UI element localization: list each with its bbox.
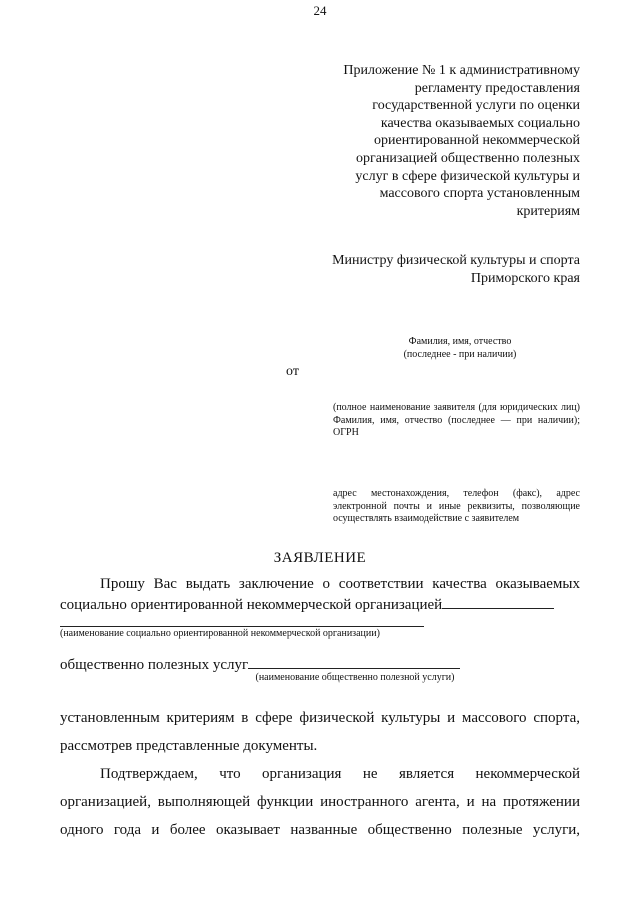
criteria-line-1: установленным критериям в сфере физической культуры и массового спорта, — [60, 710, 580, 726]
from-label: от — [286, 364, 299, 379]
request-line-1: Прошу Вас выдать заключение о соответствии качества оказываемых — [100, 576, 580, 592]
fio-hint — [360, 336, 560, 361]
appendix-header — [300, 62, 580, 220]
org-name-blank[interactable] — [442, 594, 554, 609]
appendix-line: Приложение № 1 к административному — [343, 63, 580, 78]
service-name-hint: (наименование общественно полезной услуги) — [255, 672, 455, 683]
confirm-line-3: одного года и более оказывает названные общественно полезные услуги, — [60, 822, 580, 838]
appendix-line: регламенту предоставления — [414, 80, 580, 96]
document-title: ЗАЯВЛЕНИЕ — [273, 550, 367, 566]
criteria-line-2: рассмотрев представленные документы. — [60, 738, 318, 754]
page-number: 24 — [313, 3, 327, 18]
fio-hint-line: (последнее - при наличии) — [403, 348, 517, 360]
addressee-line: Министру физической культуры и спорта — [332, 253, 580, 268]
applicant-name-hint: (полное наименование заявителя (для юридических лиц) Фамилия, имя, отчество (последнее — при наличии); ОГРН — [333, 402, 580, 438]
confirm-line-2: организацией, выполняющей функции иностранного агента, и на протяжении — [60, 794, 580, 810]
confirm-line-1: Подтверждаем, что организация не является некоммерческой — [100, 766, 580, 782]
applicant-address-hint: адрес местонахождения, телефон (факс), адрес электронной почты и иные реквизиты, позволяющие осуществлять взаимодействие с заявителем — [333, 488, 580, 524]
appendix-line: критериям — [516, 203, 580, 219]
services-line — [60, 654, 460, 674]
org-name-hint: (наименование социально ориентированной некоммерческой организации) — [60, 628, 380, 639]
request-line-2 — [60, 594, 554, 614]
service-name-blank[interactable] — [248, 654, 460, 669]
fio-hint-line: Фамилия, имя, отчество — [408, 336, 512, 347]
appendix-line: качества оказываемых социально — [380, 115, 580, 131]
appendix-line: государственной услуги по оценки — [372, 98, 580, 114]
addressee-line: Приморского края — [470, 271, 580, 286]
appendix-line: массового спорта установленным — [379, 186, 580, 202]
request-line-2-text: социально ориентированной некоммерческой организацией — [60, 597, 443, 613]
appendix-line: услуг в сфере физической культуры и — [355, 168, 580, 184]
addressee-block — [280, 252, 580, 288]
org-name-line[interactable] — [60, 626, 424, 627]
appendix-line: организацией общественно полезных — [355, 150, 580, 166]
services-label: общественно полезных услуг — [60, 657, 249, 673]
appendix-line: ориентированной некоммерческой — [374, 133, 580, 149]
